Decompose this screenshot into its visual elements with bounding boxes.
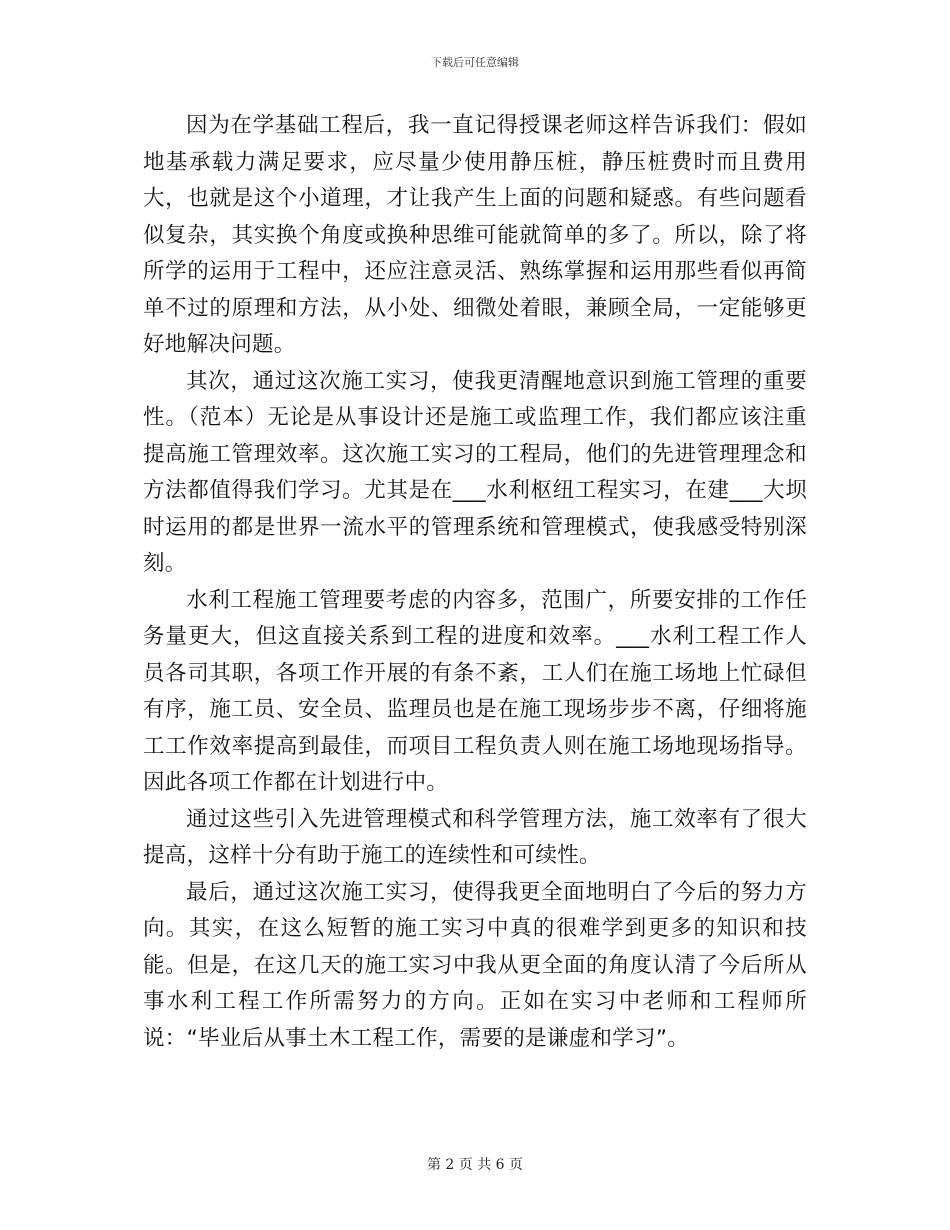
paragraph-3: 水利工程施工管理要考虑的内容多，范围广，所要安排的工作任务量更大，但这直接关系到工程的进度和效率。___水利工程工作人员各司其职，各项工作开展的有条不紊，工人们在施工场地上忙碌但有序，施工员、安全员、监理员也是在施工现场步步不离，仔细将施工工作效率提高到最佳，而项目工程负责人则在施工场地现场指导。因此各项工作都在计划进行中。 <box>143 587 807 795</box>
page-number-footer: 第 2 页 共 6 页 <box>426 1157 524 1173</box>
document-body <box>143 108 807 1057</box>
paragraph-5: 最后，通过这次施工实习，使得我更全面地明白了今后的努力方向。其实，在这么短暂的施工实习中真的很难学到更多的知识和技能。但是，在这几天的施工实习中我从更全面的角度认清了今后所从事水利工程工作所需努力的方向。正如在实习中老师和工程师所说：“毕业后从事土木工程工作，需要的是谦虚和学习”。 <box>143 879 807 1051</box>
paragraph-2: 其次，通过这次施工实习，使我更清醒地意识到施工管理的重要性。（范本）无论是从事设计还是施工或监理工作，我们都应该注重提高施工管理效率。这次施工实习的工程局，他们的先进管理理念和方法都值得我们学习。尤其是在___水利枢纽工程实习，在建___大坝时运用的都是世界一流水平的管理系统和管理模式，使我感受特别深刻。 <box>143 368 807 576</box>
paragraph-1: 因为在学基础工程后，我一直记得授课老师这样告诉我们：假如地基承载力满足要求，应尽量少使用静压桩，静压桩费时而且费用大，也就是这个小道理，才让我产生上面的问题和疑惑。有些问题看似复杂，其实换个角度或换种思维可能就简单的多了。所以，除了将所学的运用于工程中，还应注意灵活、熟练掌握和运用那些看似再简单不过的原理和方法，从小处、细微处着眼，兼顾全局，一定能够更好地解决问题。 <box>143 113 807 357</box>
paragraph-4: 通过这些引入先进管理模式和科学管理方法，施工效率有了很大提高，这样十分有助于施工的连续性和可续性。 <box>143 806 807 868</box>
page-header: 下载后可任意编辑 <box>431 56 519 69</box>
